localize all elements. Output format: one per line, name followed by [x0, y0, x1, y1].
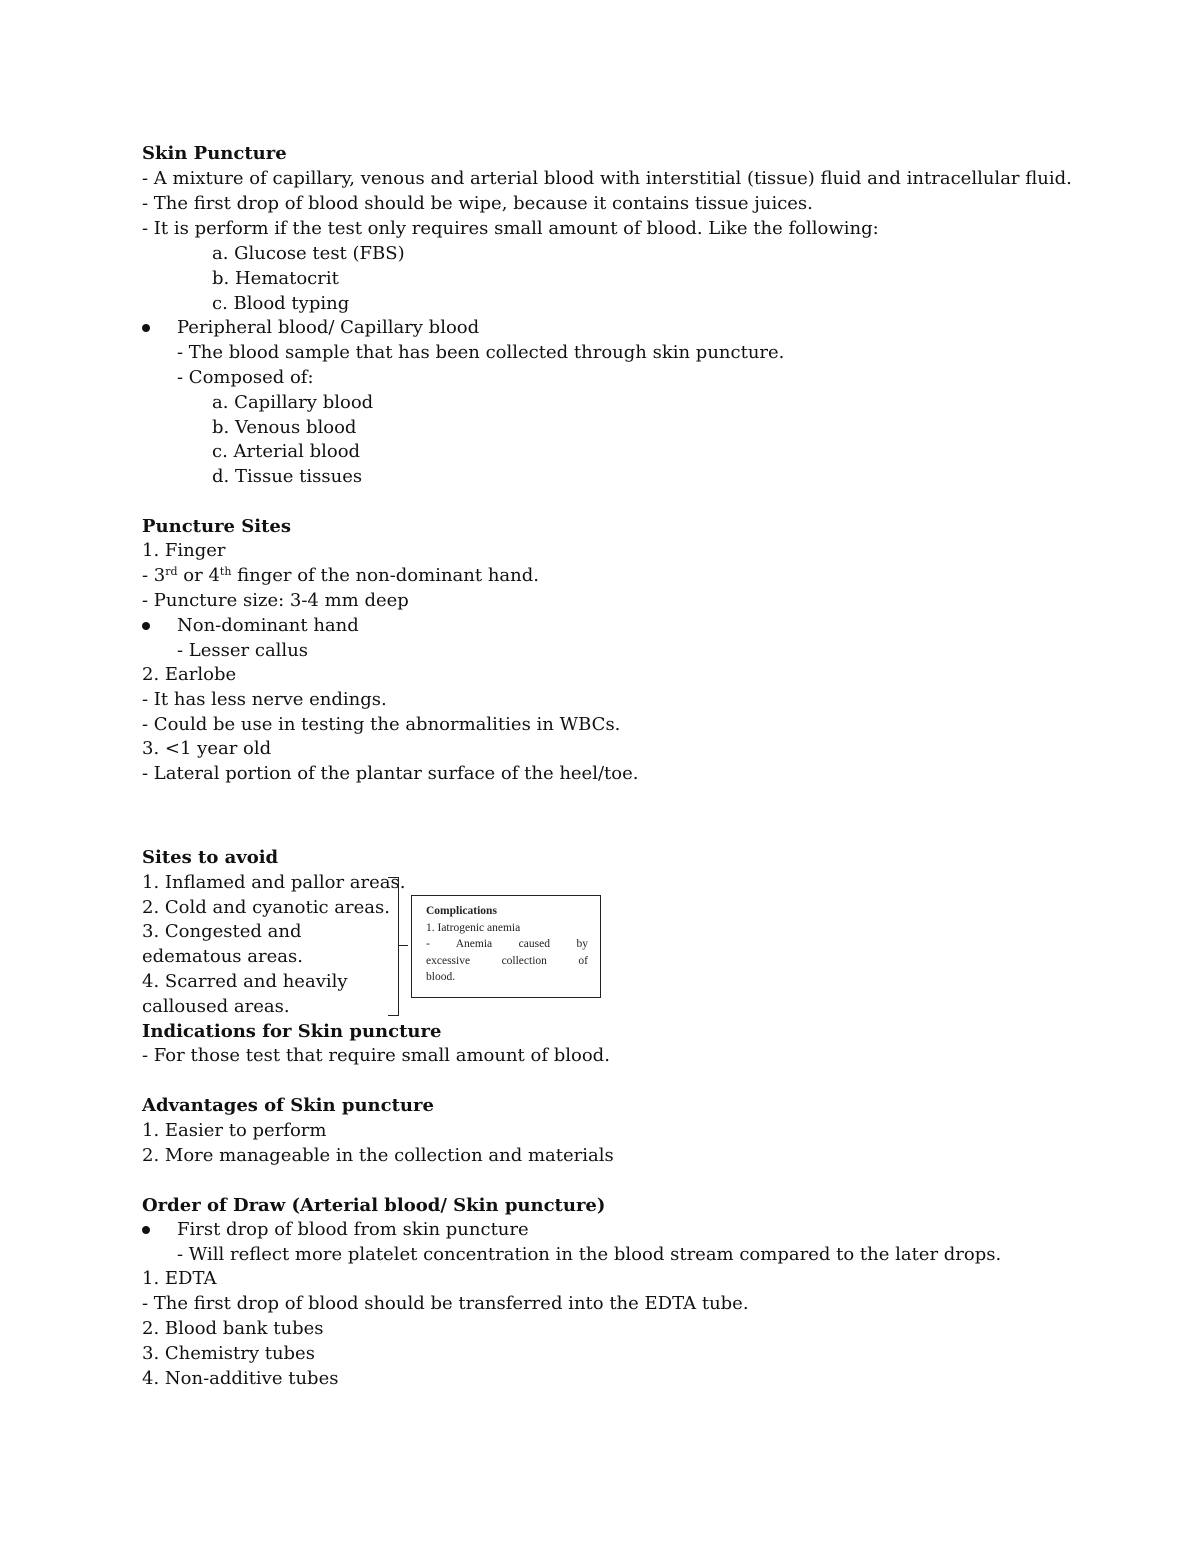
- text-fragment: or 4: [177, 565, 220, 586]
- list-item: d. Tissue tissues: [212, 466, 363, 487]
- text-line: - The first drop of blood should be wipe, because it contains tissue juices.: [142, 193, 813, 214]
- bullet-icon: [142, 324, 150, 332]
- list-item: 1. Easier to perform: [142, 1120, 327, 1141]
- text-line: - It has less nerve endings.: [142, 689, 387, 710]
- list-item: 1. EDTA: [142, 1268, 217, 1289]
- text-fragment: - 3: [142, 565, 166, 586]
- list-item: 3. Chemistry tubes: [142, 1343, 315, 1364]
- text-line: - The first drop of blood should be transferred into the EDTA tube.: [142, 1293, 749, 1314]
- complications-box: [411, 895, 601, 998]
- list-item: a. Glucose test (FBS): [212, 243, 405, 264]
- bracket-tick: [398, 945, 408, 946]
- list-item: 3. <1 year old: [142, 738, 272, 759]
- bracket: [388, 877, 399, 1016]
- text-fragment: finger of the non-dominant hand.: [231, 565, 540, 586]
- text-line: - Could be use in testing the abnormalities in WBCs.: [142, 714, 621, 735]
- text-line: - Composed of:: [177, 367, 314, 388]
- bullet-icon: [142, 622, 150, 630]
- text-line: - For those test that require small amount of blood.: [142, 1045, 610, 1066]
- list-item: 4. Scarred and heavily: [142, 971, 348, 992]
- bullet-item: Non-dominant hand: [177, 615, 359, 636]
- section-heading-puncture-sites: Puncture Sites: [142, 516, 292, 537]
- text-line: - A mixture of capillary, venous and arterial blood with interstitial (tissue) fluid and intracellular fluid.: [142, 168, 1072, 189]
- list-item: c. Arterial blood: [212, 441, 361, 462]
- list-item: edematous areas.: [142, 946, 303, 967]
- list-item: 3. Congested and: [142, 921, 302, 942]
- list-item: b. Venous blood: [212, 417, 357, 438]
- text-line: - It is perform if the test only requires small amount of blood. Like the following:: [142, 218, 879, 239]
- bullet-item: First drop of blood from skin puncture: [177, 1219, 529, 1240]
- section-heading-advantages: Advantages of Skin puncture: [142, 1095, 434, 1116]
- complications-desc: blood.: [426, 971, 456, 983]
- complications-desc: excessive collection of: [426, 954, 588, 967]
- list-item: c. Blood typing: [212, 293, 350, 314]
- list-item: calloused areas.: [142, 996, 290, 1017]
- complications-item: 1. Iatrogenic anemia: [426, 921, 521, 934]
- list-item: 2. More manageable in the collection and materials: [142, 1145, 614, 1166]
- text-line: - Lateral portion of the plantar surface of the heel/toe.: [142, 763, 639, 784]
- section-heading-sites-to-avoid: Sites to avoid: [142, 847, 279, 868]
- list-item: 1. Inflamed and pallor areas.: [142, 872, 406, 893]
- section-heading-skin-puncture: Skin Puncture: [142, 143, 287, 164]
- list-item: 4. Non-additive tubes: [142, 1368, 339, 1389]
- list-item: 2. Earlobe: [142, 664, 237, 685]
- bullet-item: Peripheral blood/ Capillary blood: [177, 317, 480, 338]
- superscript: rd: [165, 565, 178, 578]
- list-item: a. Capillary blood: [212, 392, 374, 413]
- text-line: - Lesser callus: [177, 640, 309, 661]
- bullet-icon: [142, 1226, 150, 1234]
- text-line: - Will reflect more platelet concentration in the blood stream compared to the later drops.: [177, 1244, 1002, 1265]
- list-item: 1. Finger: [142, 540, 226, 561]
- text-line: - Puncture size: 3-4 mm deep: [142, 590, 409, 611]
- list-item: b. Hematocrit: [212, 268, 339, 289]
- complications-title: Complications: [426, 905, 497, 917]
- list-item: 2. Blood bank tubes: [142, 1318, 324, 1339]
- complications-desc: - Anemia caused by: [426, 938, 588, 950]
- text-line: [142, 564, 539, 588]
- section-heading-order-of-draw: Order of Draw (Arterial blood/ Skin puncture): [142, 1195, 606, 1216]
- list-item: 2. Cold and cyanotic areas.: [142, 897, 390, 918]
- text-line: - The blood sample that has been collected through skin puncture.: [177, 342, 785, 363]
- superscript: th: [219, 565, 232, 578]
- section-heading-indications: Indications for Skin puncture: [142, 1021, 442, 1042]
